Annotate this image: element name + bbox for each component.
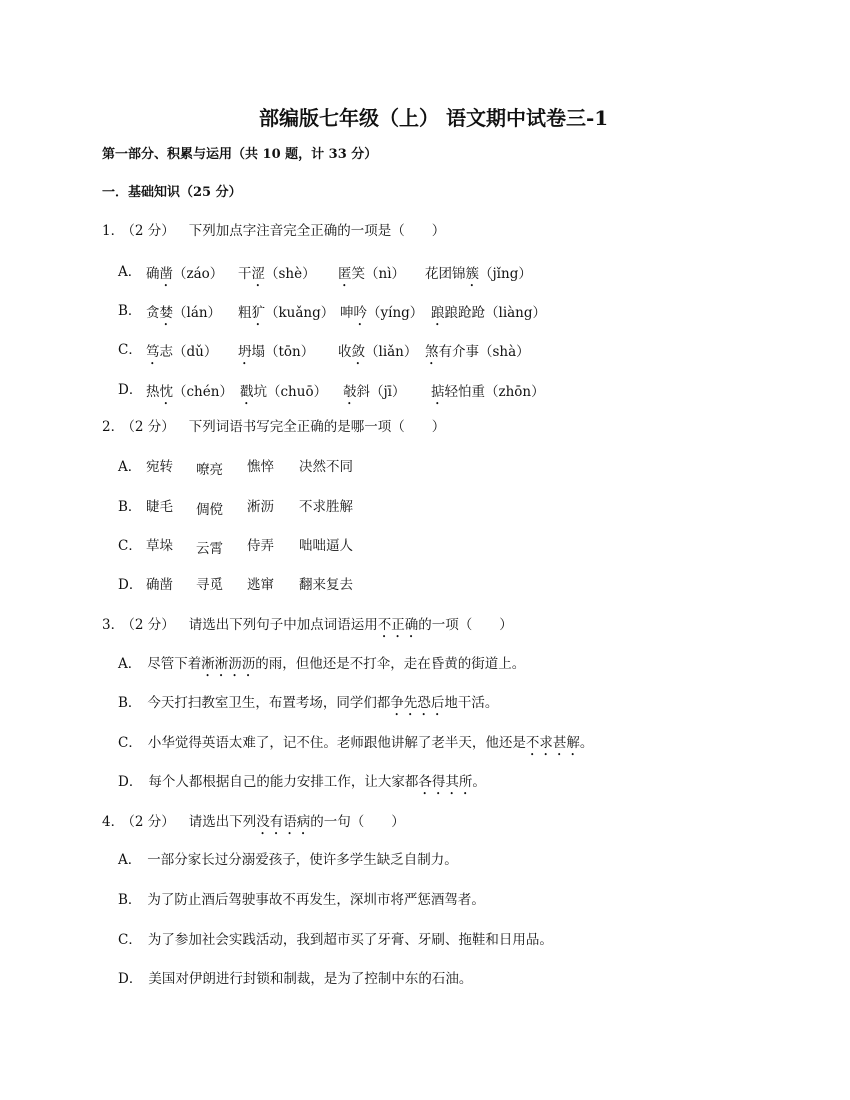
section-heading: 一．基础知识（25 分） [102, 185, 242, 200]
option-c [118, 344, 142, 358]
word-item: 掂轻怕重（zhōn） [431, 384, 545, 400]
question-number: 1． [102, 223, 125, 239]
option-label: A． [118, 852, 142, 868]
option-label: C． [118, 735, 142, 751]
option-label: B． [118, 892, 142, 908]
word-item: 呻吟（yíng） [340, 305, 424, 321]
option-d: D． 美国对伊朗进行封锁和制裁，是为了控制中东的石油。 [118, 971, 473, 987]
dotted-char: 煞 [425, 344, 439, 360]
word-item: 收敛（liǎn） [338, 344, 418, 360]
question-score: （2 分） [128, 814, 175, 830]
dotted-phrase: 没有语病 [256, 814, 311, 830]
word-item: 睫毛 [146, 499, 173, 515]
word-item: 干涩（shè） [238, 266, 316, 282]
word-item: 淅沥 [247, 499, 274, 515]
option-a: A． 一部分家长过分溺爱孩子，使许多学生缺乏自制力。 [118, 852, 458, 868]
word-item: 粗犷（kuǎng） [238, 305, 335, 321]
question-text: 请选出下列句子中加点词语运用不正确的一项（ ） [188, 617, 513, 633]
word-item: 咄咄逼人 [299, 538, 353, 554]
question-stem [102, 421, 445, 435]
dotted-char: 匿 [338, 266, 352, 282]
dotted-phrase: 各得其所 [418, 774, 473, 790]
option-label: D． [118, 774, 143, 790]
dotted-char: 笃 [146, 344, 160, 360]
option-c: C． 为了参加社会实践活动，我到超市买了牙膏、牙刷、拖鞋和日用品。 [118, 932, 553, 948]
part-heading: 第一部分、积累与运用（共 10 题，计 33 分） [102, 147, 378, 162]
option-d [118, 384, 142, 398]
word-item: 逃窜 [247, 577, 274, 593]
option-b [118, 305, 141, 319]
dotted-char: 簇 [465, 266, 479, 282]
word-item: 翻来复去 [299, 577, 353, 593]
option-label: B． [118, 695, 142, 711]
dotted-char: 坍 [238, 344, 252, 360]
question-score: （2 分） [128, 419, 175, 435]
question-stem [102, 617, 513, 641]
word-item: 攲斜（jī） [343, 384, 406, 400]
option-a [118, 266, 141, 280]
word-item: 匿笑（nì） [338, 266, 406, 282]
word-item: 煞有介事（shà） [425, 344, 530, 360]
dotted-char: 犷 [251, 305, 265, 321]
word-item: 侍弄 [247, 538, 274, 554]
option-b: B． [118, 499, 142, 515]
question-text: 下列加点字注音完全正确的一项是（ ） [188, 223, 446, 239]
option-b: B． 今天打扫教室卫生，布置考场，同学们都争先恐后地干活。 [118, 695, 499, 711]
word-item: 花团锦簇（jǐng） [425, 266, 532, 282]
question-stem [102, 225, 445, 239]
word-item: 嘹亮 [196, 462, 223, 478]
word-item: 倜傥 [196, 502, 223, 518]
question-stem [102, 814, 405, 838]
dotted-phrase: 淅淅沥沥 [201, 656, 256, 672]
word-item: 宛转 [146, 459, 173, 475]
option-label: D． [118, 382, 143, 398]
word-item: 热忱（chén） [146, 384, 233, 400]
word-item: 决然不同 [299, 459, 353, 475]
question-number: 3． [102, 617, 125, 633]
dotted-char: 敛 [351, 344, 365, 360]
option-label: A． [118, 656, 142, 672]
option-d: D． 每个人都根据自己的能力安排工作，让大家都各得其所。 [118, 774, 486, 790]
word-item: 贪婪（lán） [146, 305, 222, 321]
dotted-phrase: 争先恐后 [390, 695, 445, 711]
dotted-char: 涩 [251, 266, 265, 282]
option-label: B． [118, 303, 142, 319]
word-item: 坍塌（tōn） [238, 344, 315, 360]
dotted-char: 忱 [159, 384, 173, 400]
question-text: 请选出下列没有语病的一句（ ） [188, 814, 405, 830]
question-text: 下列词语书写完全正确的是哪一项（ ） [188, 419, 446, 435]
word-item: 寻觅 [196, 577, 223, 593]
option-a: A． [118, 459, 142, 475]
word-item: 草垛 [146, 538, 173, 554]
page-title: 部编版七年级（上） 语文期中试卷三-1 [259, 106, 609, 130]
dotted-char: 婪 [159, 305, 173, 321]
dotted-char: 攲 [343, 384, 357, 400]
word-item: 不求胜解 [299, 499, 353, 515]
option-c: C． [118, 538, 142, 554]
option-label: A． [118, 264, 142, 280]
question-number: 4． [102, 814, 125, 830]
option-label: D． [118, 971, 143, 987]
dotted-char: 凿 [159, 266, 173, 282]
question-number: 2． [102, 419, 125, 435]
question-score: （2 分） [128, 617, 175, 633]
option-d: D． [118, 577, 143, 593]
dotted-char: 踉 [431, 305, 445, 321]
option-b: B． 为了防止酒后驾驶事故不再发生，深圳市将严惩酒驾者。 [118, 892, 485, 908]
question-score: （2 分） [128, 223, 175, 239]
dotted-char: 掂 [431, 384, 445, 400]
word-item: 憔悴 [247, 459, 274, 475]
dotted-char: 戳 [240, 384, 254, 400]
word-item: 笃志（dǔ） [146, 344, 218, 360]
word-item: 云霄 [196, 541, 223, 557]
option-c: C． 小华觉得英语太难了，记不住。老师跟他讲解了老半天，他还是不求甚解。 [118, 735, 594, 751]
word-item: 确凿（záo） [146, 266, 224, 282]
option-label: C． [118, 932, 142, 948]
word-item: 确凿 [146, 577, 173, 593]
dotted-phrase: 不求甚解 [525, 735, 580, 751]
dotted-char: 吟 [353, 305, 367, 321]
dotted-phrase: 不正确 [377, 617, 419, 633]
option-a: A． 尽管下着淅淅沥沥的雨，但他还是不打伞，走在昏黄的街道上。 [118, 656, 526, 672]
option-label: C． [118, 342, 142, 358]
word-item: 踉踉跄跄（liàng） [431, 305, 547, 321]
word-item: 戳坑（chuō） [240, 384, 328, 400]
